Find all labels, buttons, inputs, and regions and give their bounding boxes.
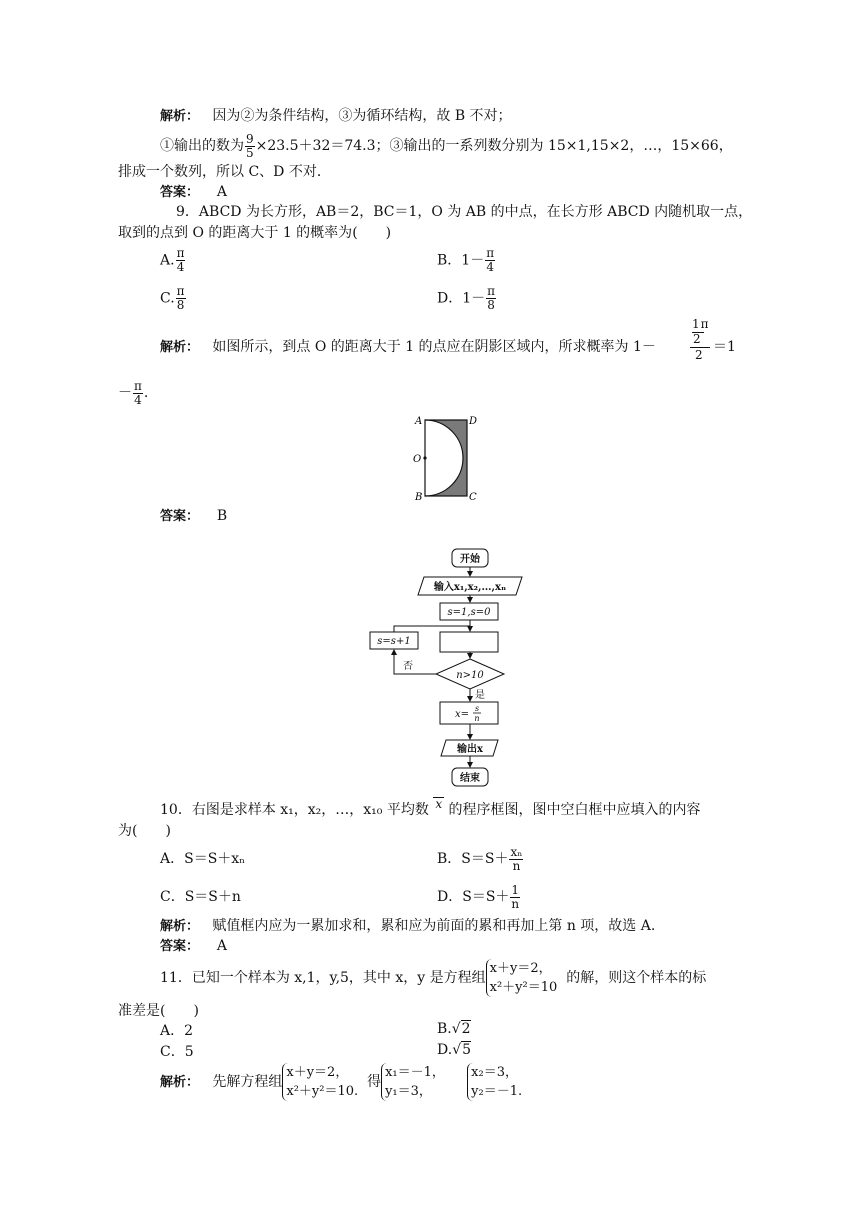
q9-analysis-eq: ＝1 <box>713 339 736 355</box>
equation-system: x＋y＝2， x²＋y²＝10 <box>486 959 558 997</box>
label-A: A <box>415 416 423 427</box>
label-B: B <box>415 492 423 502</box>
q8-analysis-line2: ①输出的数为 $\frac{9}{5}$ ×23.5＋32＝74.3；③输出的一系列数分别为 15×1,15×2，…，15×66， <box>160 131 733 160</box>
solution-1: x₁＝－1， y₁＝3， <box>381 1063 445 1101</box>
q10-option-c: C．S＝S＋n <box>160 889 241 905</box>
flowchart <box>360 543 540 793</box>
label-D: D <box>469 416 478 427</box>
x-bar: x <box>435 797 443 811</box>
q11-option-c: C．5 <box>160 1044 194 1060</box>
loop-label: s=s+1 <box>377 636 411 647</box>
q8-analysis-line1: 解析： 因为②为条件结构，③为循环结构，故 B 不对； <box>160 108 512 124</box>
q9-option-c: C. $\frac{\pi}{8}$ <box>160 284 185 312</box>
q11-option-d: D.√5 <box>437 1042 472 1058</box>
q10-option-b: B．S＝S＋ $\frac{\text{xₙ}}{n}$ <box>437 844 523 873</box>
label-O: O <box>413 454 422 465</box>
q9-answer: 答案： B <box>160 508 228 524</box>
q9-nested-fraction: 1π 2 2 <box>692 317 709 362</box>
end-label: 结束 <box>460 773 480 784</box>
assign-lhs: x= <box>454 709 470 720</box>
q9-option-d: D．1－ $\frac{\pi}{8}$ <box>437 284 496 312</box>
assign-den: n <box>474 714 480 723</box>
input-label: 输入x₁,x₂,…,xₙ <box>433 582 507 593</box>
q9-stem-line2: 取到的点到 O 的距离大于 1 的概率为( ) <box>118 225 392 241</box>
system-given: x＋y＝2， x²＋y²＝10. <box>282 1063 358 1101</box>
q11-analysis: 解析： 先解方程组 x＋y＝2， x²＋y²＝10. 得 x₁＝－1， y₁＝3， x₂＝3， y₂＝－1. <box>160 1065 523 1099</box>
assign-num: s <box>474 704 480 713</box>
q9-option-a: A. $\frac{\pi}{4}$ <box>160 246 185 274</box>
q8-analysis-line3: 排成一个数列，所以 C、D 不对． <box>118 164 331 180</box>
q10-option-d: D．S＝S＋ $\frac{1}{n}$ <box>437 882 520 911</box>
analysis-label: 解析： <box>160 109 200 124</box>
solution-2: x₂＝3， y₂＝－1. <box>467 1063 522 1101</box>
q10-stem-line2: 为( ) <box>118 823 171 839</box>
q10-option-a: A．S＝S＋xₙ <box>160 851 246 867</box>
q8-answer: 答案： A <box>160 184 227 200</box>
q10-answer: 答案： A <box>160 938 227 954</box>
label-C: C <box>469 492 477 502</box>
start-label: 开始 <box>460 554 480 565</box>
cond-label: n>10 <box>456 670 484 681</box>
q11-option-a: A．2 <box>160 1023 194 1039</box>
no-label: 否 <box>403 661 413 672</box>
q9-stem-line1: 9．ABCD 为长方形，AB＝2，BC＝1，O 为 AB 的中点，在长方形 ABCD 内随机取一点， <box>176 204 753 220</box>
yes-label: 是 <box>475 690 485 701</box>
q9-analysis-cont: － $\frac{\pi}{4}$ . <box>118 378 149 407</box>
q10-stem-line1: 10．右图是求样本 x₁，x₂，…，x₁₀ 平均数 x 的程序框图，图中空白框中应填入的内容 <box>160 797 701 818</box>
q11-option-b: B.√2 <box>437 1021 471 1037</box>
fraction: $\frac{9}{5}$ <box>246 131 254 160</box>
output-label: 输出x <box>457 744 483 755</box>
rectangle-semicircle-figure <box>405 410 485 502</box>
q11-stem-line1: 11．已知一个样本为 x,1，y,5，其中 x，y 是方程组 x＋y＝2， x²＋y²＝10 的解，则这个样本的标 <box>160 961 707 995</box>
q9-option-b: B．1－ $\frac{\pi}{4}$ <box>437 246 495 274</box>
q10-analysis: 解析： 赋值框内应为一累加求和，累和应为前面的累和再加上第 n 项，故选 A. <box>160 918 656 934</box>
blank-node <box>440 632 498 652</box>
q11-stem-line2: 准差是( ) <box>118 1003 199 1019</box>
init-label: s=1,s=0 <box>447 607 491 618</box>
q9-analysis: 解析： 如图所示，到点 O 的距离大于 1 的点应在阴影区域内，所求概率为 1－ <box>160 339 656 355</box>
